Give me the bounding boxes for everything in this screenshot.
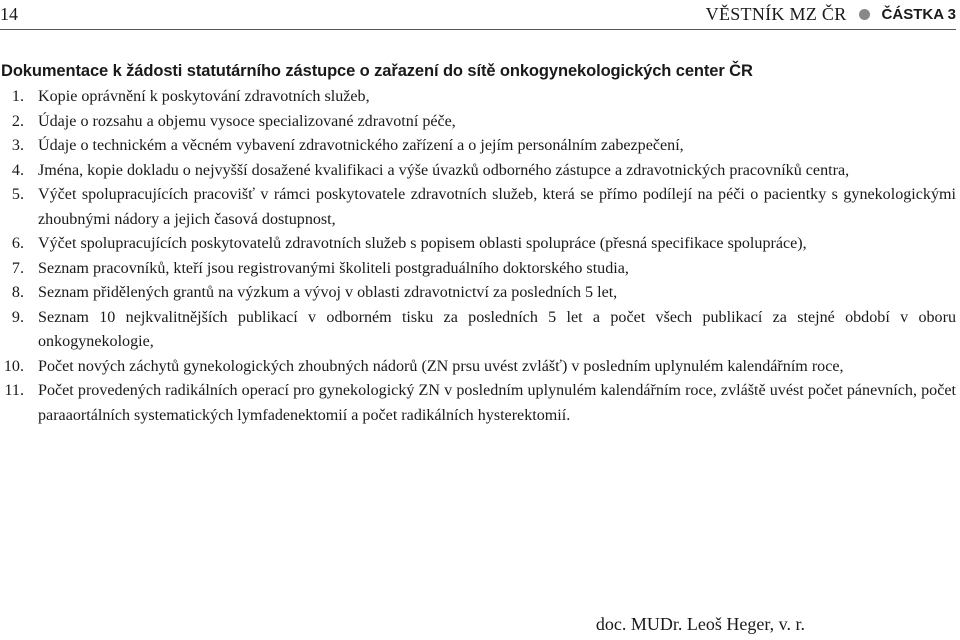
item-text: Počet nových záchytů gynekologických zhoubných nádorů (ZN prsu uvést zvlášť) v posledním uplynulém kalendářním roce, — [38, 357, 844, 375]
item-text: Seznam přidělených grantů na výzkum a vývoj v oblasti zdravotnictví za posledních 5 let, — [38, 284, 618, 301]
item-number: 5. — [11, 186, 24, 203]
bullet-icon — [859, 9, 870, 20]
item-number: 6. — [11, 235, 24, 252]
list-item — [0, 281, 956, 306]
list-item — [0, 355, 956, 380]
item-text: Výčet spolupracujících poskytovatelů zdravotních služeb s popisem oblasti spolupráce (přesná specifikace spolupráce), — [38, 235, 807, 252]
item-number: 7. — [11, 259, 24, 277]
page-number: 14 — [0, 4, 18, 24]
page-header — [0, 0, 960, 30]
item-text: Počet provedených radikálních operací pro gynekologický ZN v posledním uplynulém kalendářním roce, zvláště uvést počet pánevních, počet paraaortálních systematických lymfadenektomií a počet radikálních hysterektomií. — [38, 382, 956, 424]
list-item — [0, 134, 956, 159]
item-number: 2. — [11, 112, 24, 130]
list-item — [0, 183, 956, 232]
item-number: 10. — [3, 357, 24, 375]
part-label: ČÁSTKA 3 — [881, 6, 956, 23]
item-number: 3. — [11, 137, 24, 154]
header-rule — [0, 29, 956, 30]
item-number: 1. — [11, 88, 24, 105]
item-number: 8. — [11, 284, 24, 301]
header-right — [706, 4, 956, 25]
signature: doc. MUDr. Leoš Heger, v. r. — [595, 614, 805, 634]
list-item — [0, 232, 956, 257]
item-text: Seznam 10 nejkvalitnějších publikací v odborném tisku za posledních 5 let a počet všech publikací za stejné období v oboru onkogynekologie, — [38, 308, 956, 350]
list-item — [0, 306, 956, 355]
list-item — [0, 257, 956, 282]
item-number: 11. — [4, 382, 24, 399]
item-number: 9. — [11, 308, 24, 326]
item-text: Kopie oprávnění k poskytování zdravotních služeb, — [38, 88, 370, 105]
item-text: Jména, kopie dokladu o nejvyšší dosažené kvalifikaci a výše úvazků odborného zástupce a zdravotnických pracovníků centra, — [38, 161, 850, 179]
requirements-list — [0, 85, 956, 428]
list-item — [0, 379, 956, 428]
item-text: Seznam pracovníků, kteří jsou registrovanými školiteli postgraduálního doktorského studia, — [38, 259, 629, 277]
item-text: Údaje o technickém a věcném vybavení zdravotnického zařízení a o jejím personálním zabezpečení, — [38, 137, 684, 154]
item-number: 4. — [11, 161, 24, 179]
list-item — [0, 85, 956, 110]
document-title: Dokumentace k žádosti statutárního zástupce o zařazení do sítě onkogynekologických center ČR — [1, 62, 753, 80]
item-text: Výčet spolupracujících pracovišť v rámci poskytovatele zdravotních služeb, která se přímo podílejí na péči o pacientky s gynekologickými zhoubnými nádory a jejich časová dostupnost, — [38, 186, 956, 228]
journal-name: VĚSTNÍK MZ ČR — [705, 4, 847, 24]
item-text: Údaje o rozsahu a objemu vysoce specializované zdravotní péče, — [38, 112, 456, 130]
list-item — [0, 110, 956, 135]
list-item — [0, 159, 956, 184]
